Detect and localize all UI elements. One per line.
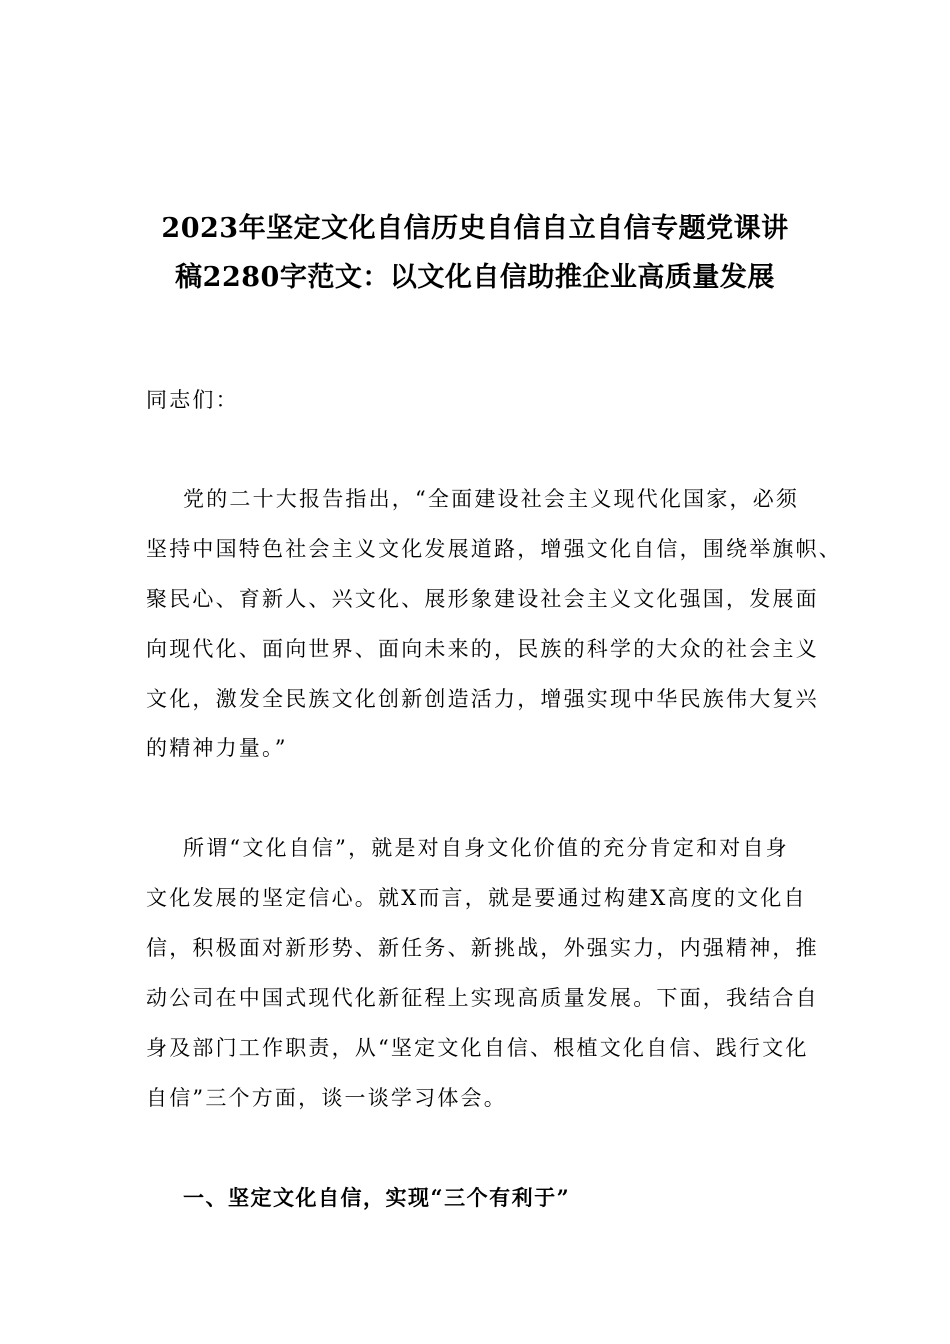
section-heading-1: 一、坚定文化自信，实现“三个有利于” bbox=[183, 1185, 571, 1210]
paragraph-1-line: 文化，激发全民族文化创新创造活力，增强实现中华民族伟大复兴 bbox=[146, 687, 819, 711]
title-line-2: 稿2280字范文：以文化自信助推企业高质量发展 bbox=[175, 262, 775, 293]
paragraph-1-line: 向现代化、面向世界、面向未来的，民族的科学的大众的社会主义 bbox=[146, 637, 819, 661]
title-line-1: 2023年坚定文化自信历史自信自立自信专题党课讲 bbox=[161, 213, 789, 244]
paragraph-2-line: 信，积极面对新形势、新任务、新挑战，外强实力，内强精神，推 bbox=[146, 936, 819, 960]
paragraph-2-line: 动公司在中国式现代化新征程上实现高质量发展。下面，我结合自 bbox=[146, 986, 819, 1010]
salutation: 同志们： bbox=[146, 388, 239, 412]
paragraph-1-line: 的精神力量。” bbox=[146, 736, 288, 760]
document-title bbox=[120, 204, 830, 302]
paragraph-2-line: 文化发展的坚定信心。就X而言，就是要通过构建X高度的文化自 bbox=[146, 886, 807, 910]
paragraph-2-line: 身及部门工作职责，从“坚定文化自信、根植文化自信、践行文化 bbox=[146, 1036, 809, 1060]
paragraph-2-line: 自信”三个方面，谈一谈学习体会。 bbox=[146, 1086, 507, 1110]
paragraph-1-line: 党的二十大报告指出，“全面建设社会主义现代化国家，必须 bbox=[183, 487, 800, 511]
paragraph-1-line: 聚民心、育新人、兴文化、展形象建设社会主义文化强国，发展面 bbox=[146, 587, 819, 611]
paragraph-2-line: 所谓“文化自信”，就是对自身文化价值的充分肯定和对自身 bbox=[183, 836, 789, 860]
paragraph-1-line: 坚持中国特色社会主义文化发展道路，增强文化自信，围绕举旗帜、 bbox=[146, 537, 842, 561]
